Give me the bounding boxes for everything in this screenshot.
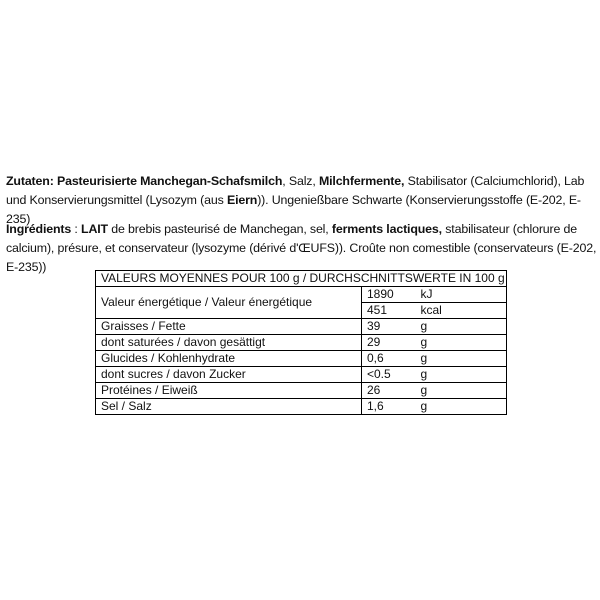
german-segment: )). Ungenießbare Schwarte (Konservierungsstoffe (E-202, E-235)	[6, 193, 581, 226]
nutrient-unit: g	[417, 319, 507, 335]
nutrition-header: VALEURS MOYENNES POUR 100 g / DURCHSCHNITTSWERTE IN 100 g	[96, 271, 507, 287]
nutrient-unit: g	[417, 351, 507, 367]
nutrient-row	[96, 399, 507, 415]
nutrient-row	[96, 351, 507, 367]
nutrient-unit: g	[417, 367, 507, 383]
german-ingredients-text	[6, 174, 584, 226]
german-segment: , Salz,	[282, 174, 319, 188]
nutrient-unit: g	[417, 383, 507, 399]
french-ingredients-text	[6, 222, 596, 274]
french-segment: LAIT	[81, 222, 108, 236]
german-ingredients-label: Zutaten:	[6, 174, 54, 188]
nutrient-unit: g	[417, 335, 507, 351]
german-segment: Pasteurisierte Manchegan-Schafsmilch	[53, 174, 283, 188]
french-segment: ferments lactiques,	[331, 222, 442, 236]
nutrient-label: Graisses / Fette	[96, 319, 362, 335]
french-ingredients-paragraph	[6, 220, 600, 277]
energy-kcal-unit: kcal	[417, 303, 507, 319]
energy-kj-value: 1890	[362, 287, 417, 303]
nutrient-value: 1,6	[362, 399, 417, 415]
nutrient-value: 39	[362, 319, 417, 335]
nutrient-label: Sel / Salz	[96, 399, 362, 415]
nutrient-label: dont sucres / davon Zucker	[96, 367, 362, 383]
nutrient-row	[96, 383, 507, 399]
german-segment: Eiern	[226, 193, 258, 207]
nutrient-label: Protéines / Eiweiß	[96, 383, 362, 399]
nutrient-value: <0.5	[362, 367, 417, 383]
nutrient-unit: g	[417, 399, 507, 415]
nutrient-value: 0,6	[362, 351, 417, 367]
german-segment: Milchfermente,	[318, 174, 405, 188]
french-segment: stabilisateur (chlorure de calcium), présure, et conservateur (lysozyme (dérivé d'ŒUFS)). Croûte non comestible (conservateurs (E-202, E-235))	[6, 222, 597, 274]
nutrient-label: Glucides / Kohlenhydrate	[96, 351, 362, 367]
french-segment: de brebis pasteurisé de Manchegan, sel,	[107, 222, 332, 236]
nutrition-header-row	[96, 271, 507, 287]
nutrient-row	[96, 319, 507, 335]
german-segment: Stabilisator (Calciumchlorid), Lab und Konservierungsmittel (Lysozym (aus	[6, 174, 585, 207]
nutrient-value: 26	[362, 383, 417, 399]
nutrient-value: 29	[362, 335, 417, 351]
nutrient-row	[96, 367, 507, 383]
french-ingredients-label: Ingrédients	[6, 222, 72, 236]
energy-kj-unit: kJ	[417, 287, 507, 303]
energy-row-kj	[96, 287, 507, 303]
nutrition-table	[95, 270, 507, 415]
nutrient-row	[96, 335, 507, 351]
energy-kcal-value: 451	[362, 303, 417, 319]
energy-label: Valeur énergétique / Valeur énergétique	[96, 287, 362, 319]
nutrient-label: dont saturées / davon gesättigt	[96, 335, 362, 351]
french-segment: :	[71, 222, 82, 236]
